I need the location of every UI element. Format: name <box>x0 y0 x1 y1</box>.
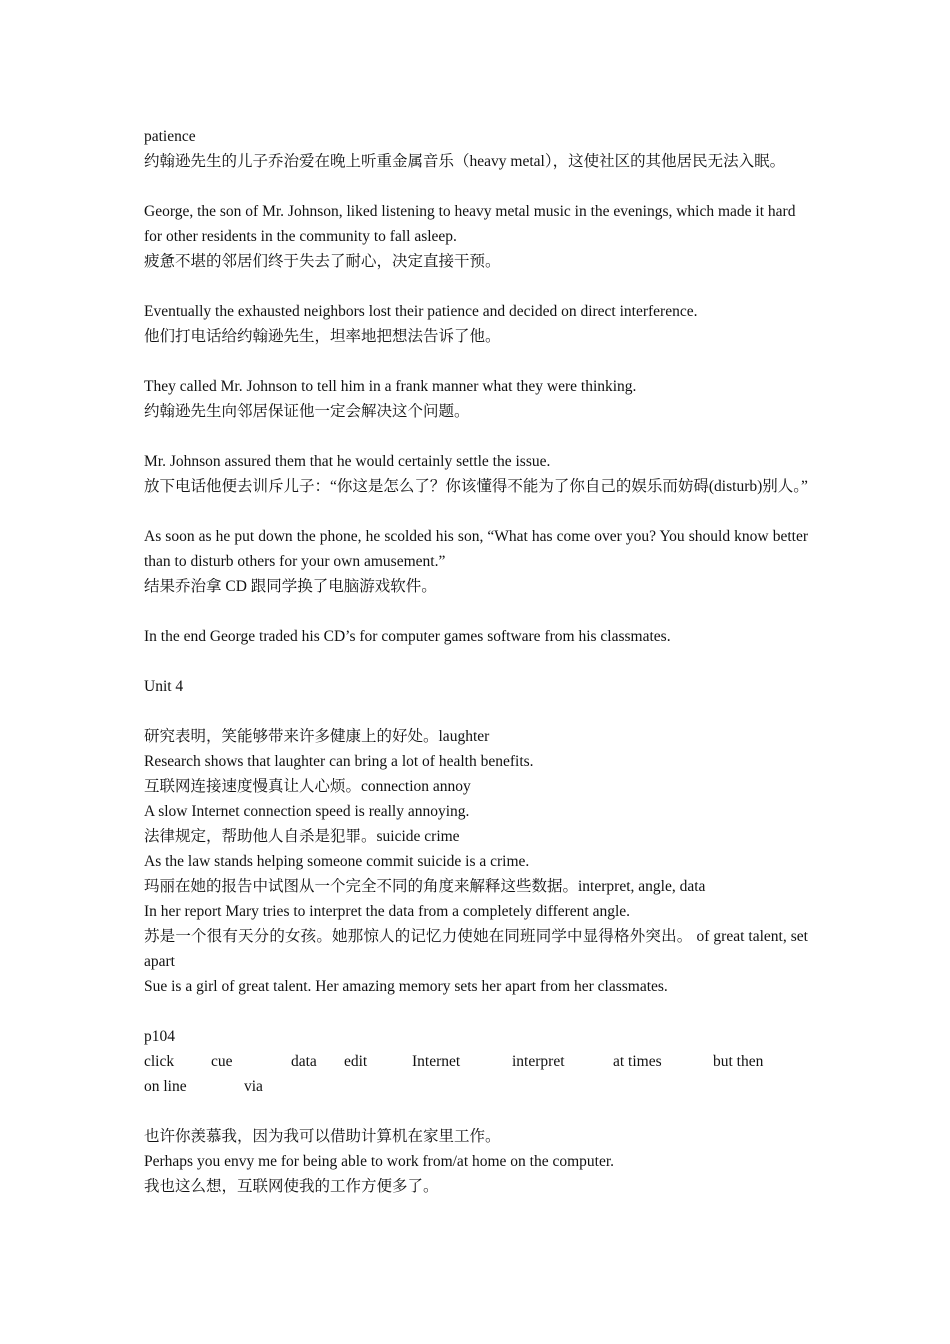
page-reference: p104 <box>144 1028 175 1045</box>
word-list-item: click <box>144 1053 175 1070</box>
english-sentence: George, the son of Mr. Johnson, liked listening to heavy metal music in the evenings, which made it hard for other residents in the community to fall asleep. <box>144 203 796 245</box>
spacer <box>144 274 808 299</box>
english-sentence: They called Mr. Johnson to tell him in a frank manner what they were thinking. <box>144 378 637 395</box>
english-sentence: Mr. Johnson assured them that he would certainly settle the issue. <box>144 453 551 470</box>
english-sentence: In her report Mary tries to interpret the data from a completely different angle. <box>144 903 631 920</box>
unit-heading: Unit 4 <box>144 678 184 695</box>
word-list-item: cue <box>211 1053 233 1070</box>
chinese-sentence: 法律规定，帮助他人自杀是犯罪。suicide crime <box>144 828 460 845</box>
word-list-row <box>144 1049 808 1074</box>
english-sentence: Sue is a girl of great talent. Her amazing memory sets her apart from her classmates. <box>144 978 668 995</box>
spacer <box>144 699 808 724</box>
word-list-item: interpret <box>512 1053 565 1070</box>
english-sentence: In the end George traded his CD’s for computer games software from his classmates. <box>144 628 671 645</box>
word-list-item: via <box>244 1078 263 1095</box>
spacer <box>144 499 808 524</box>
chinese-sentence: 约翰逊先生向邻居保证他一定会解决这个问题。 <box>144 403 470 420</box>
document-page <box>144 124 808 1199</box>
english-sentence: Research shows that laughter can bring a lot of health benefits. <box>144 753 534 770</box>
english-sentence: As soon as he put down the phone, he scolded his son, “What has come over you? You should know better than to disturb others for your own amusement.” <box>144 528 808 570</box>
vocab-word: patience <box>144 128 196 145</box>
chinese-sentence: 疲惫不堪的邻居们终于失去了耐心，决定直接干预。 <box>144 253 501 270</box>
chinese-sentence: 他们打电话给约翰逊先生，坦率地把想法告诉了他。 <box>144 328 501 345</box>
chinese-sentence: 放下电话他便去训斥儿子：“你这是怎么了？你该懂得不能为了你自己的娱乐而妨碍(disturb)别人。” <box>144 478 808 495</box>
chinese-sentence: 结果乔治拿 CD 跟同学换了电脑游戏软件。 <box>144 578 437 595</box>
word-list-item: at times <box>613 1053 662 1070</box>
chinese-sentence: 苏是一个很有天分的女孩。她那惊人的记忆力使她在同班同学中显得格外突出。 of great talent, set apart <box>144 928 808 970</box>
word-list-item: Internet <box>412 1053 461 1070</box>
english-sentence: Perhaps you envy me for being able to work from/at home on the computer. <box>144 1153 615 1170</box>
word-list-item: data <box>291 1053 317 1070</box>
word-list-item: edit <box>344 1053 368 1070</box>
word-list-row <box>144 1074 808 1099</box>
english-sentence: As the law stands helping someone commit suicide is a crime. <box>144 853 530 870</box>
spacer <box>144 999 808 1024</box>
spacer <box>144 649 808 674</box>
word-list-item: on line <box>144 1078 187 1095</box>
english-sentence: A slow Internet connection speed is really annoying. <box>144 803 470 820</box>
spacer <box>144 424 808 449</box>
spacer <box>144 599 808 624</box>
spacer <box>144 349 808 374</box>
chinese-sentence: 研究表明，笑能够带来许多健康上的好处。laughter <box>144 728 490 745</box>
chinese-sentence: 我也这么想，互联网使我的工作方便多了。 <box>144 1178 439 1195</box>
chinese-sentence: 玛丽在她的报告中试图从一个完全不同的角度来解释这些数据。interpret, angle, data <box>144 878 706 895</box>
spacer <box>144 1099 808 1124</box>
chinese-sentence: 约翰逊先生的儿子乔治爱在晚上听重金属音乐（heavy metal），这使社区的其他居民无法入眠。 <box>144 153 786 170</box>
spacer <box>144 174 808 199</box>
word-list-item: but then <box>713 1053 764 1070</box>
chinese-sentence: 也许你羡慕我，因为我可以借助计算机在家里工作。 <box>144 1128 501 1145</box>
chinese-sentence: 互联网连接速度慢真让人心烦。connection annoy <box>144 778 471 795</box>
english-sentence: Eventually the exhausted neighbors lost their patience and decided on direct interference. <box>144 303 698 320</box>
